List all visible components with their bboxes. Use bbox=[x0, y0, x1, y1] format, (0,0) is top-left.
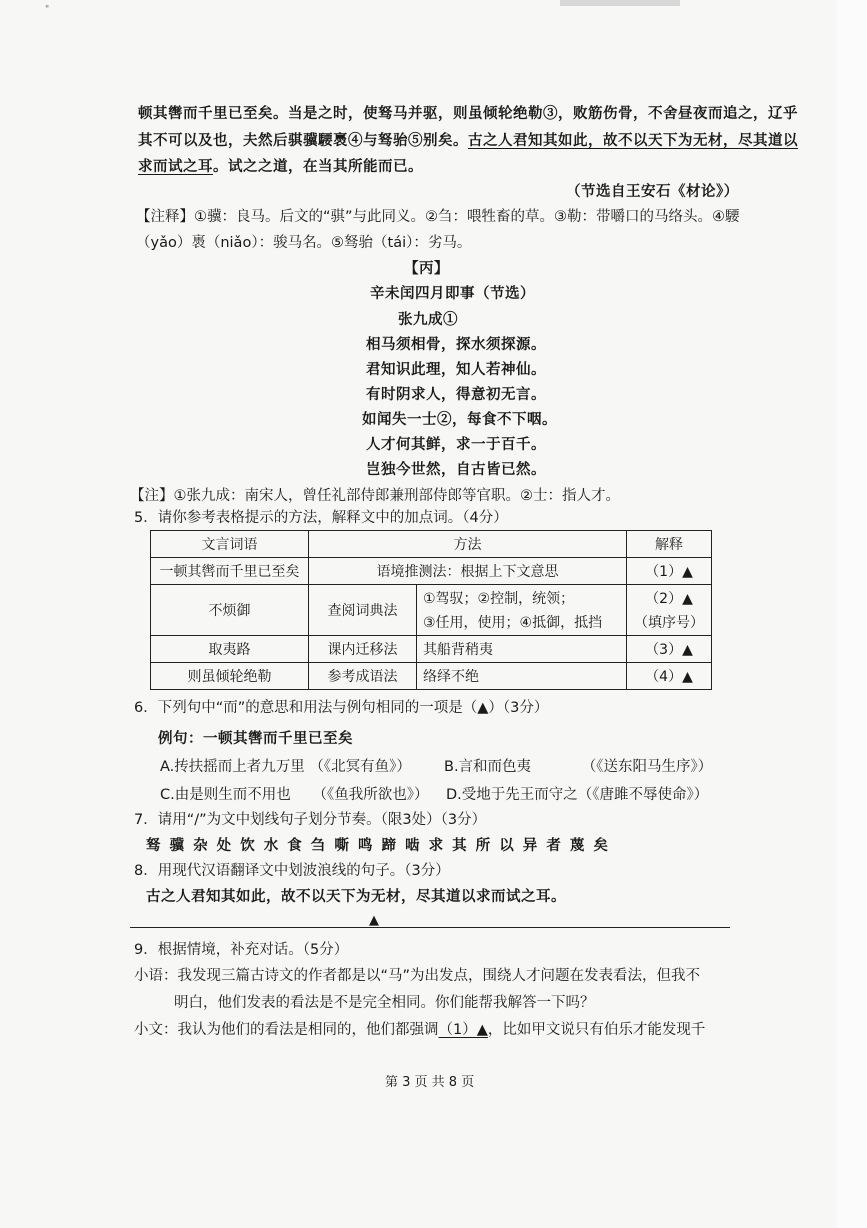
poem-line: 君知识此理，知人若神仙。 bbox=[366, 361, 546, 378]
word-cell: 不烦御 bbox=[151, 585, 309, 636]
table-row bbox=[151, 585, 712, 636]
poem-author: 张九成① bbox=[398, 311, 458, 328]
poem-title: 辛未闰四月即事（节选） bbox=[370, 285, 535, 302]
detail-cell: 其船背稍夷 bbox=[417, 636, 627, 663]
method-cell: 查阅词典法 bbox=[309, 585, 417, 636]
passage-line bbox=[138, 157, 423, 177]
col-header: 方法 bbox=[309, 531, 627, 558]
question-8-prompt: 8．用现代汉语翻译文中划波浪线的句子。（3分） bbox=[134, 863, 450, 879]
dialogue-line: 小语：我发现三篇古诗文的作者都是以“马”为出发点，围绕人才问题在发表看法，但我不 bbox=[134, 968, 701, 984]
answer-cell bbox=[627, 585, 712, 636]
question-9-prompt: 9．根据情境，补充对话。（5分） bbox=[134, 942, 349, 958]
poem-line: 人才何其鲜，求一于百千。 bbox=[366, 436, 546, 453]
corner-mark: " bbox=[45, 5, 50, 15]
passage-segment: 。试之之道，在当其所能而已。 bbox=[213, 158, 423, 175]
question-6-prompt: 6．下列句中“而”的意思和用法与例句相同的一项是（▲）（3分） bbox=[134, 700, 549, 716]
answer-blank: （2）▲ bbox=[645, 591, 693, 607]
passage-source: （节选自王安石《材论》） bbox=[566, 183, 739, 200]
dialogue-segment: ，比如甲文说只有伯乐才能发现千 bbox=[487, 1022, 706, 1038]
table-row bbox=[151, 663, 712, 690]
word-cell: 则虽倾轮绝勒 bbox=[151, 663, 309, 690]
wavy-underlined-sentence: 古之人君知其如此，故不以天下为无材，尽其道以 bbox=[468, 132, 798, 149]
word-cell: 一顿其辔而千里已至矣 bbox=[151, 558, 309, 585]
q7-sentence: 驽 骥 杂 处 饮 水 食 刍 嘶 鸣 蹄 啮 求 其 所 以 异 者 蔑 矣 bbox=[146, 837, 610, 854]
detail-cell bbox=[417, 585, 627, 636]
poem-line: 有时阴求人，得意初无言。 bbox=[366, 386, 546, 403]
answer-cell: （3）▲ bbox=[627, 636, 712, 663]
passage-segment: 其不可以及也，夫然后骐骥騕褭④与驽骀⑤别矣。 bbox=[138, 132, 468, 149]
answer-note: （填序号） bbox=[634, 615, 704, 631]
q6-option-d: D.受地于先王而守之（《唐雎不辱使命》） bbox=[446, 787, 709, 803]
table-row bbox=[151, 558, 712, 585]
q6-option-a: A.抟扶摇而上者九万里 （《北冥有鱼》） bbox=[160, 759, 411, 775]
annotation-line: 【注】①张九成：南宋人，曾任礼部侍郎兼刑部侍郎等官职。②士：指人才。 bbox=[130, 488, 620, 504]
table-row bbox=[151, 636, 712, 663]
method-cell: 课内迁移法 bbox=[309, 636, 417, 663]
scan-edge bbox=[837, 0, 867, 1228]
method-cell: 参考成语法 bbox=[309, 663, 417, 690]
page-footer: 第 3 页 共 8 页 bbox=[385, 1075, 475, 1090]
q5-table bbox=[150, 530, 712, 690]
question-5-prompt: 5．请你参考表格提示的方法，解释文中的加点词。（4分） bbox=[134, 510, 508, 526]
detail-cell: 络绎不绝 bbox=[417, 663, 627, 690]
col-header: 文言词语 bbox=[151, 531, 309, 558]
q8-sentence: 古之人君知其如此，故不以天下为无材，尽其道以求而试之耳。 bbox=[146, 888, 566, 905]
poem-line: 相马须相骨，探水须探源。 bbox=[366, 336, 546, 353]
detail-line: ③任用，使用；④抵御，抵挡 bbox=[423, 615, 603, 631]
passage-line bbox=[138, 131, 798, 151]
q6-option-b: B.言和而色夷 （《送东阳马生序》） bbox=[444, 759, 713, 775]
dialogue-line: 明白，他们发表的看法是不是完全相同。你们能帮我解答一下吗？ bbox=[174, 995, 595, 1011]
answer-line[interactable] bbox=[130, 927, 730, 928]
dialogue-segment: 小文：我认为他们的看法是相同的，他们都强调 bbox=[134, 1022, 439, 1038]
poem-line: 岂独今世然，自古皆已然。 bbox=[366, 461, 546, 478]
answer-cell: （4）▲ bbox=[627, 663, 712, 690]
answer-blank[interactable]: （1）▲ bbox=[438, 1022, 488, 1038]
word-cell: 取夷路 bbox=[151, 636, 309, 663]
annotation-line: （yǎo）褭（niǎo）：骏马名。⑤驽骀（tái）：劣马。 bbox=[136, 235, 472, 251]
annotation-line: 【注释】①骥：良马。后文的“骐”与此同义。②刍：喂牲畜的草。③勒：带嚼口的马络头。④騕 bbox=[136, 209, 740, 225]
poem-line: 如闻失一士②，每食不下咽。 bbox=[362, 411, 557, 428]
question-7-prompt: 7．请用“/”为文中划线句子划分节奏。（限3处）（3分） bbox=[134, 812, 487, 828]
detail-line: ①驾驭；②控制，统领； bbox=[423, 591, 575, 607]
section-label: 【丙】 bbox=[404, 260, 449, 277]
passage-line: 顿其辔而千里已至矣。当是之时，使驽马并驱，则虽倾轮绝勒③，败筋伤骨，不舍昼夜而追之，辽乎 bbox=[138, 105, 798, 122]
col-header: 解释 bbox=[627, 531, 712, 558]
wavy-underlined-sentence-end: 求而试之耳 bbox=[138, 158, 213, 175]
scan-artifact bbox=[560, 0, 680, 6]
answer-mark: ▲ bbox=[369, 913, 379, 928]
dialogue-line bbox=[134, 1020, 705, 1040]
answer-cell: （1）▲ bbox=[627, 558, 712, 585]
q6-option-c: C.由是则生而不用也 （《鱼我所欲也》） bbox=[160, 787, 429, 803]
q6-example: 例句：一顿其辔而千里已至矣 bbox=[158, 730, 353, 747]
method-cell: 语境推测法：根据上下文意思 bbox=[309, 558, 627, 585]
